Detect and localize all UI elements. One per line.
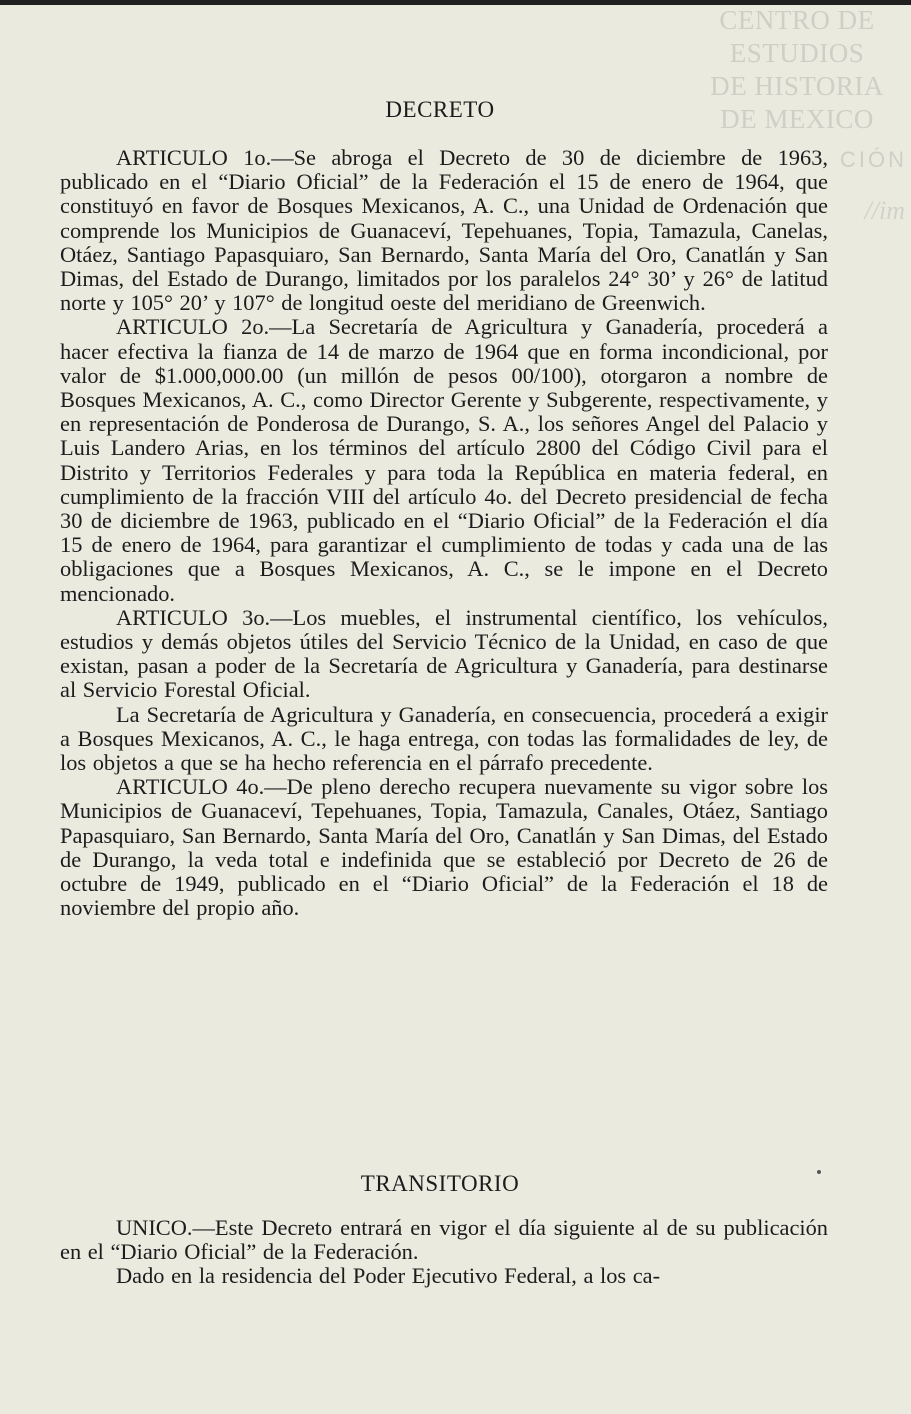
article-4-paragraph: ARTICULO 4o.—De pleno derecho recupera nuevamente su vigor sobre los Municipios de Guanaceví, Tepehuanes, Topia, Tamazula, Canales, Otáez, Santiago Papasquiaro, San Bernardo, Santa María del Oro, Canatlán y San Dimas, del Estado de Durango, la veda total e indefinida que se estableció por Decreto de 26 de octubre de 1949, publicado en el “Diario Oficial” de la Federación el 18 de noviembre del propio año. bbox=[60, 774, 828, 921]
unico-paragraph: UNICO.—Este Decreto entrará en vigor el día siguiente al de su publicación en el “Diario Oficial” de la Federación. bbox=[60, 1215, 828, 1265]
transitorio-heading: TRANSITORIO bbox=[360, 1171, 520, 1196]
transitorio-body bbox=[60, 1216, 828, 1289]
watermark-line: CENTRO DE bbox=[719, 5, 875, 35]
article-2-paragraph: ARTICULO 2o.—La Secretaría de Agricultura y Ganadería, procederá a hacer efectiva la fianza de 14 de marzo de 1964 que en forma incondicional, por valor de $1.000,000.00 (un millón de pesos 00/100), otorgaron a nombre de Bosques Mexicanos, A. C., como Director Gerente y Subgerente, respectivamente, y en representación de Ponderosa de Durango, S. A., los señores Angel del Palacio y Luis Landero Arias, en los términos del artículo 2800 del Código Civil para el Distrito y Territorios Federales y para toda la República en materia federal, en cumplimiento de la fracción VIII del artículo 4o. del Decreto presidencial de fecha 30 de diciembre de 1963, publicado en el “Diario Oficial” de la Federación el día 15 de enero de 1964, para garantizar el cumplimiento de todas y cada una de las obligaciones que a Bosques Mexicanos, A. C., se le impone en el Decreto mencionado. bbox=[60, 314, 828, 606]
decree-heading: DECRETO bbox=[385, 97, 495, 122]
watermark-script: //im bbox=[864, 196, 905, 225]
article-1-paragraph: ARTICULO 1o.—Se abroga el Decreto de 30 de diciembre de 1963, publicado en el “Diario Oficial” de la Federación el 15 de enero de 1964, que constituyó en favor de Bosques Mexicanos, A. C., una Unidad de Ordenación que comprende los Municipios de Guanaceví, Tepehuanes, Topia, Tamazula, Canelas, Otáez, Santiago Papasquiaro, San Bernardo, Santa María del Oro, Canatlán y San Dimas, del Estado de Durango, limitados por los paralelos 24° 30’ y 26° de latitud norte y 105° 20’ y 107° de longitud oeste del meridiano de Greenwich. bbox=[60, 145, 828, 316]
article-3-paragraph: ARTICULO 3o.—Los muebles, el instrumental científico, los vehículos, estudios y demás objetos útiles del Servicio Técnico de la Unidad, en caso de que existan, pasan a poder de la Secretaría de Agricultura y Ganadería, para destinarse al Servicio Forestal Oficial. bbox=[60, 604, 828, 703]
closing-paragraph: Dado en la residencia del Poder Ejecutivo Federal, a los ca- bbox=[116, 1263, 661, 1289]
article-3-continuation-paragraph: La Secretaría de Agricultura y Ganadería, en consecuencia, procederá a exigir a Bosques Mexicanos, A. C., le haga entrega, con todas las formalidades de ley, de los objetos a que se ha hecho referencia en el párrafo precedente. bbox=[60, 701, 828, 776]
speck-mark bbox=[817, 1170, 821, 1174]
decree-body bbox=[60, 146, 828, 921]
watermark-line: DE HISTORIA bbox=[710, 71, 884, 101]
watermark-fragment: CIÓN bbox=[840, 147, 907, 172]
watermark-line: DE MEXICO bbox=[720, 104, 874, 134]
watermark-line: ESTUDIOS bbox=[729, 38, 865, 68]
